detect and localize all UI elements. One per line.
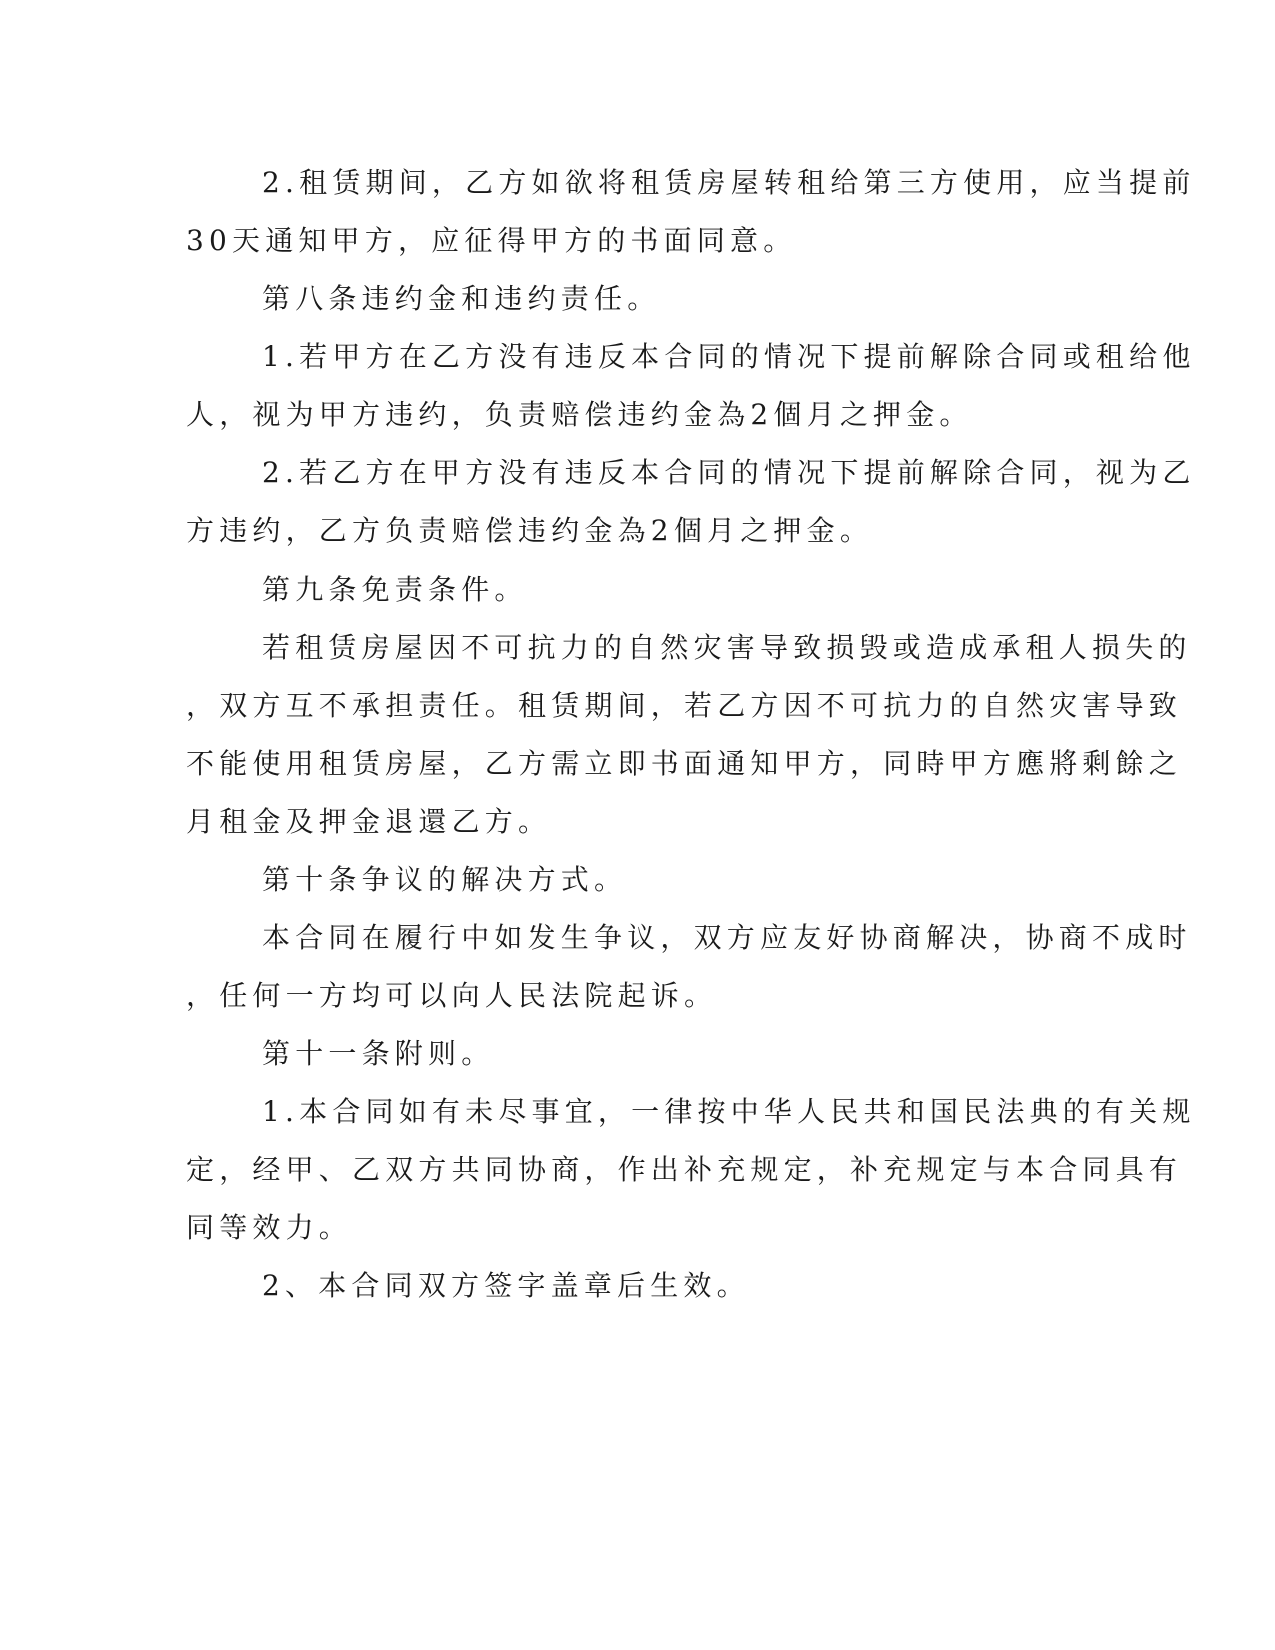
text-line: 不能使用租赁房屋，乙方需立即书面通知甲方，同時甲方應將剩餘之 (186, 747, 1183, 780)
text-line: 1.本合同如有未尽事宜，一律按中华人民共和国民法典的有关规 (262, 1095, 1196, 1128)
text-line: ，任何一方均可以向人民法院起诉。 (186, 979, 718, 1012)
text-line: 人，视为甲方违约，负责赔偿违约金為2個月之押金。 (186, 398, 973, 431)
text-line: 定，经甲、乙双方共同协商，作出补充规定，补充规定与本合同具有 (186, 1153, 1183, 1186)
text-line: 方违约，乙方负责赔偿违约金為2個月之押金。 (186, 514, 874, 547)
section-heading: 第八条违约金和违约责任。 (262, 282, 661, 315)
text-line: 2.若乙方在甲方没有违反本合同的情况下提前解除合同，视为乙 (262, 456, 1196, 489)
section-heading: 第十条争议的解决方式。 (262, 863, 628, 896)
section-heading: 第十一条附则。 (262, 1037, 495, 1070)
text-line: 本合同在履行中如发生争议，双方应友好协商解决，协商不成时 (262, 921, 1192, 954)
text-line: 若租赁房屋因不可抗力的自然灾害导致损毁或造成承租人损失的 (262, 631, 1192, 664)
text-line: 同等效力。 (186, 1211, 353, 1244)
section-heading: 第九条免责条件。 (262, 573, 528, 606)
text-line: ，双方互不承担责任。租赁期间，若乙方因不可抗力的自然灾害导致 (186, 689, 1183, 722)
text-line: 月租金及押金退還乙方。 (186, 805, 552, 838)
text-line: 2.租赁期间，乙方如欲将租赁房屋转租给第三方使用，应当提前 (262, 166, 1196, 199)
text-line: 1.若甲方在乙方没有违反本合同的情况下提前解除合同或租给他 (262, 340, 1196, 373)
text-line: 30天通知甲方，应征得甲方的书面同意。 (186, 224, 797, 257)
text-line: 2、本合同双方签字盖章后生效。 (262, 1269, 750, 1302)
